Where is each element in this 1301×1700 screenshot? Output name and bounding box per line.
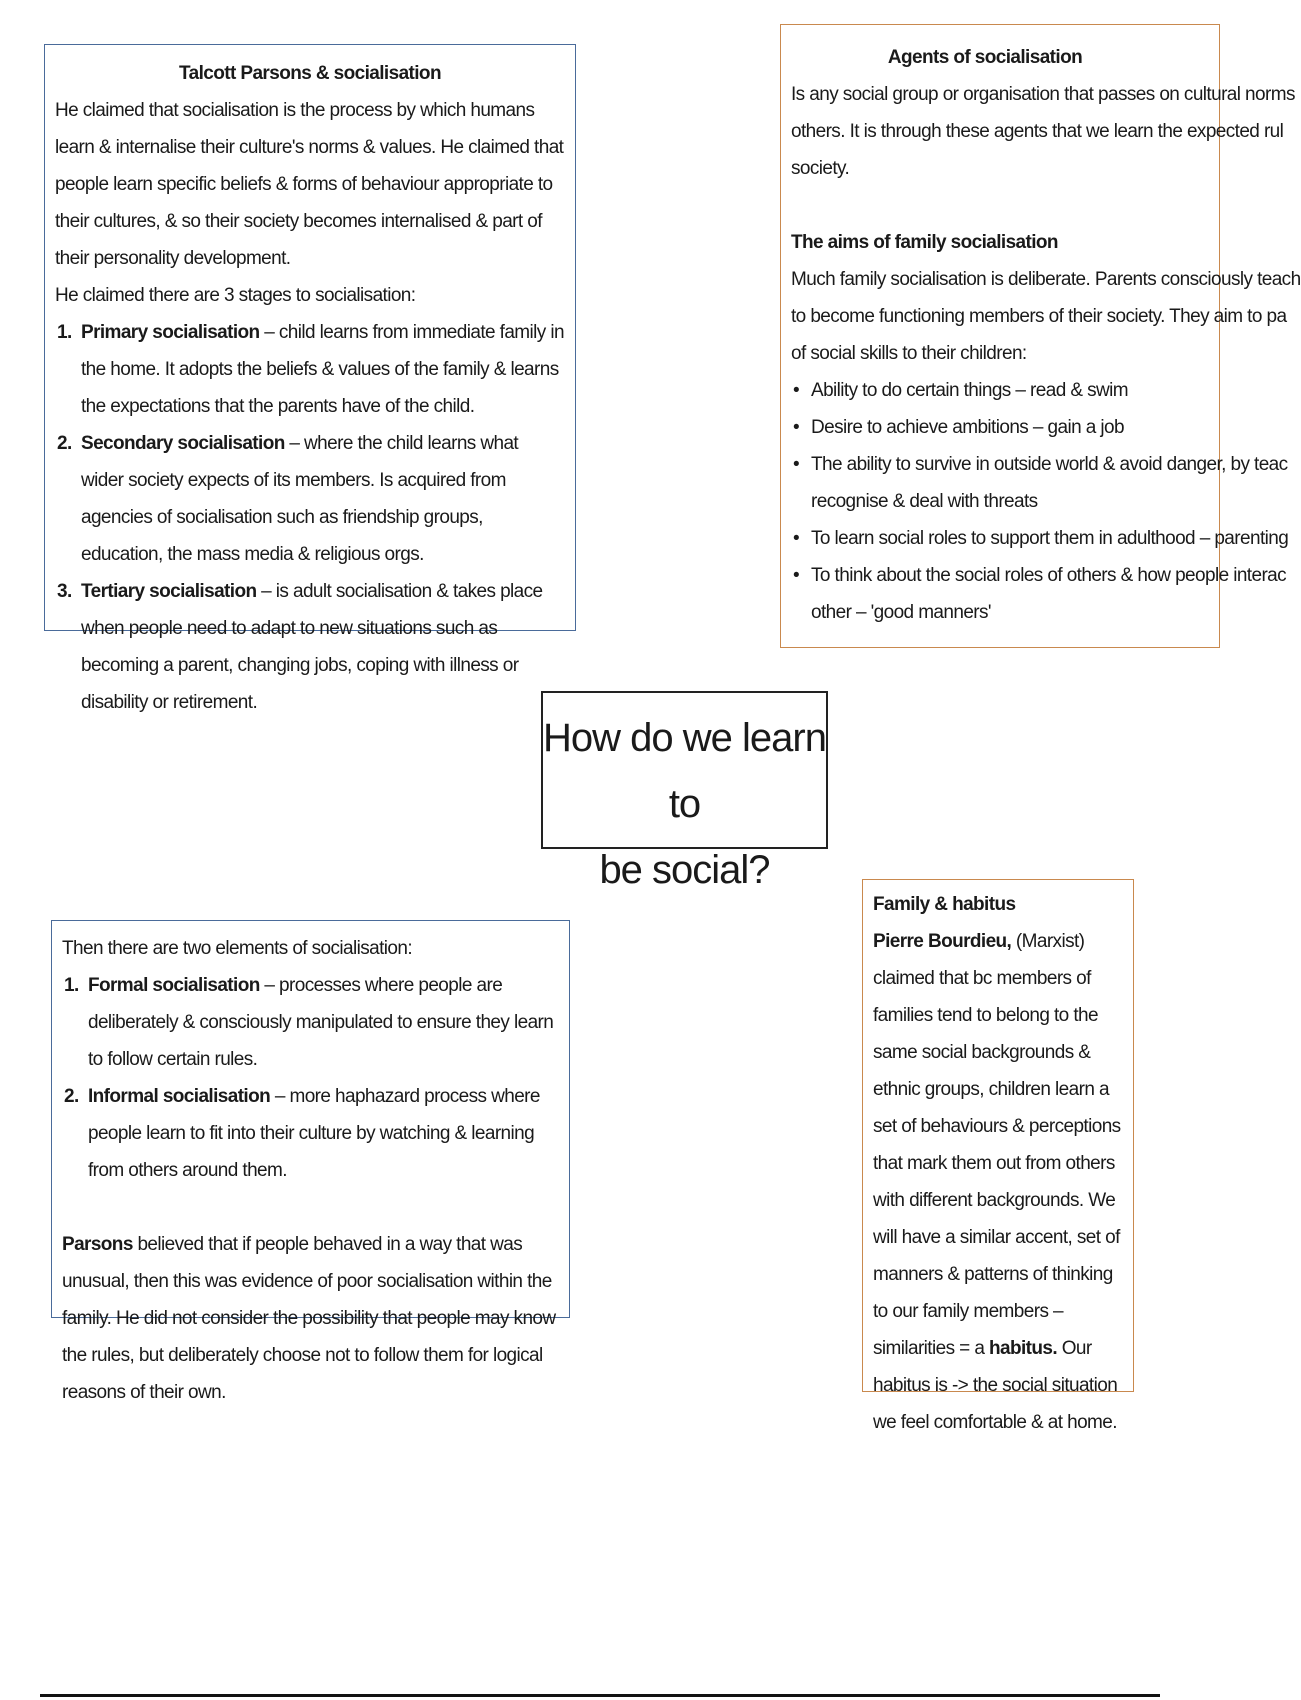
stage-term: Tertiary socialisation (81, 581, 257, 602)
aims-bullet: • The ability to survive in outside world & avoid danger, by teac recognise & deal with threats (793, 454, 1288, 512)
stage-text: – is adult socialisation & takes place when people need to adapt to new situations such as becoming a parent, changing jobs, coping with illness or disability or retirement. (81, 581, 543, 713)
center-title-line: be social? (599, 848, 770, 892)
element-text: – more haphazard process where people learn to fit into their culture by watching & learning from others around them. (88, 1086, 540, 1181)
element-term: Formal socialisation (88, 975, 260, 996)
center-title-box (541, 691, 828, 892)
habitus-paragraph: Pierre Bourdieu, (Marxist) claimed that bc members of families tend to belong to the same social backgrounds & ethnic groups, children learn a set of behaviours & perceptions that mark them out from others with different backgrounds. We will have a similar accent, set of manners & patterns of thinking to our family members – similarities = a habitus. Our habitus is -> the social situation we feel comfortable & at home. (873, 931, 1121, 1433)
aims-line: of social skills to their children: (791, 343, 1027, 364)
stage-item: 1. Primary socialisation – child learns from immediate family in the home. It adopts the beliefs & values of the family & learns the expectations that the parents have of the child. (57, 322, 564, 417)
agents-title: Agents of socialisation (887, 47, 1083, 68)
habitus-box (862, 879, 1134, 1433)
agents-line: Is any social group or organisation that passes on cultural norms (791, 84, 1295, 105)
aims-line: Much family socialisation is deliberate. Parents consciously teach (791, 269, 1301, 290)
aims-bullet: • To think about the social roles of others & how people interac other – 'good manners' (793, 565, 1287, 623)
parsons-critique: Parsons believed that if people behaved in a way that was unusual, then this was evidence of poor socialisation within the family. He did not consider the possibility that people may know the rules, but deliberately choose not to follow them for logical reasons of their own. (62, 1234, 556, 1403)
habitus-title: Family & habitus (873, 894, 1016, 915)
stage-text: – where the child learns what wider society expects of its members. Is acquired from agencies of socialisation such as friendship groups, education, the mass media & religious orgs. (81, 433, 519, 565)
center-title-line: How do we learn to (543, 716, 826, 826)
bottom-rule (40, 1694, 1160, 1697)
stage-term: Secondary socialisation (81, 433, 285, 454)
aims-bullet: • To learn social roles to support them in adulthood – parenting (793, 528, 1289, 549)
stage-term: Primary socialisation (81, 322, 260, 343)
element-text: – processes where people are deliberately & consciously manipulated to ensure they learn to follow certain rules. (88, 975, 554, 1070)
element-term: Informal socialisation (88, 1086, 271, 1107)
agents-line: others. It is through these agents that we learn the expected rul (791, 121, 1284, 142)
parsons-paragraph: He claimed that socialisation is the process by which humans learn & internalise their culture's norms & values. He claimed that people learn specific beliefs & forms of behaviour appropriate to their cultures, & so their society becomes internalised & part of their personality development. (55, 100, 564, 269)
elements-list (62, 967, 559, 1189)
aims-bullets (791, 372, 1289, 631)
parsons-stages-intro: He claimed there are 3 stages to socialisation: (55, 285, 416, 306)
aims-bullet: • Ability to do certain things – read & swim (793, 380, 1128, 401)
parsons-box (44, 44, 576, 713)
aims-line: to become functioning members of their society. They aim to pa (791, 306, 1287, 327)
parsons-stages-list (55, 314, 565, 721)
stage-text: – child learns from immediate family in the home. It adopts the beliefs & values of the family & learns the expectations that the parents have of the child. (81, 322, 564, 417)
aims-title: The aims of family socialisation (791, 232, 1058, 253)
elements-box (51, 920, 570, 1403)
aims-bullet: • Desire to achieve ambitions – gain a job (793, 417, 1124, 438)
agents-line: society. (791, 158, 850, 179)
element-item: 1. Formal socialisation – processes where people are deliberately & consciously manipulated to ensure they learn to follow certain rules. (64, 975, 554, 1070)
stage-item: 3. Tertiary socialisation – is adult socialisation & takes place when people need to adapt to new situations such as becoming a parent, changing jobs, coping with illness or disability or retirement. (57, 581, 543, 713)
parsons-title: Talcott Parsons & socialisation (179, 63, 441, 84)
element-item: 2. Informal socialisation – more haphazard process where people learn to fit into their culture by watching & learning from others around them. (64, 1086, 540, 1181)
stage-item: 2. Secondary socialisation – where the child learns what wider society expects of its members. Is acquired from agencies of socialisation such as friendship groups, education, the mass media & religious orgs. (57, 433, 519, 565)
elements-intro: Then there are two elements of socialisation: (62, 938, 413, 959)
agents-box (780, 24, 1301, 648)
